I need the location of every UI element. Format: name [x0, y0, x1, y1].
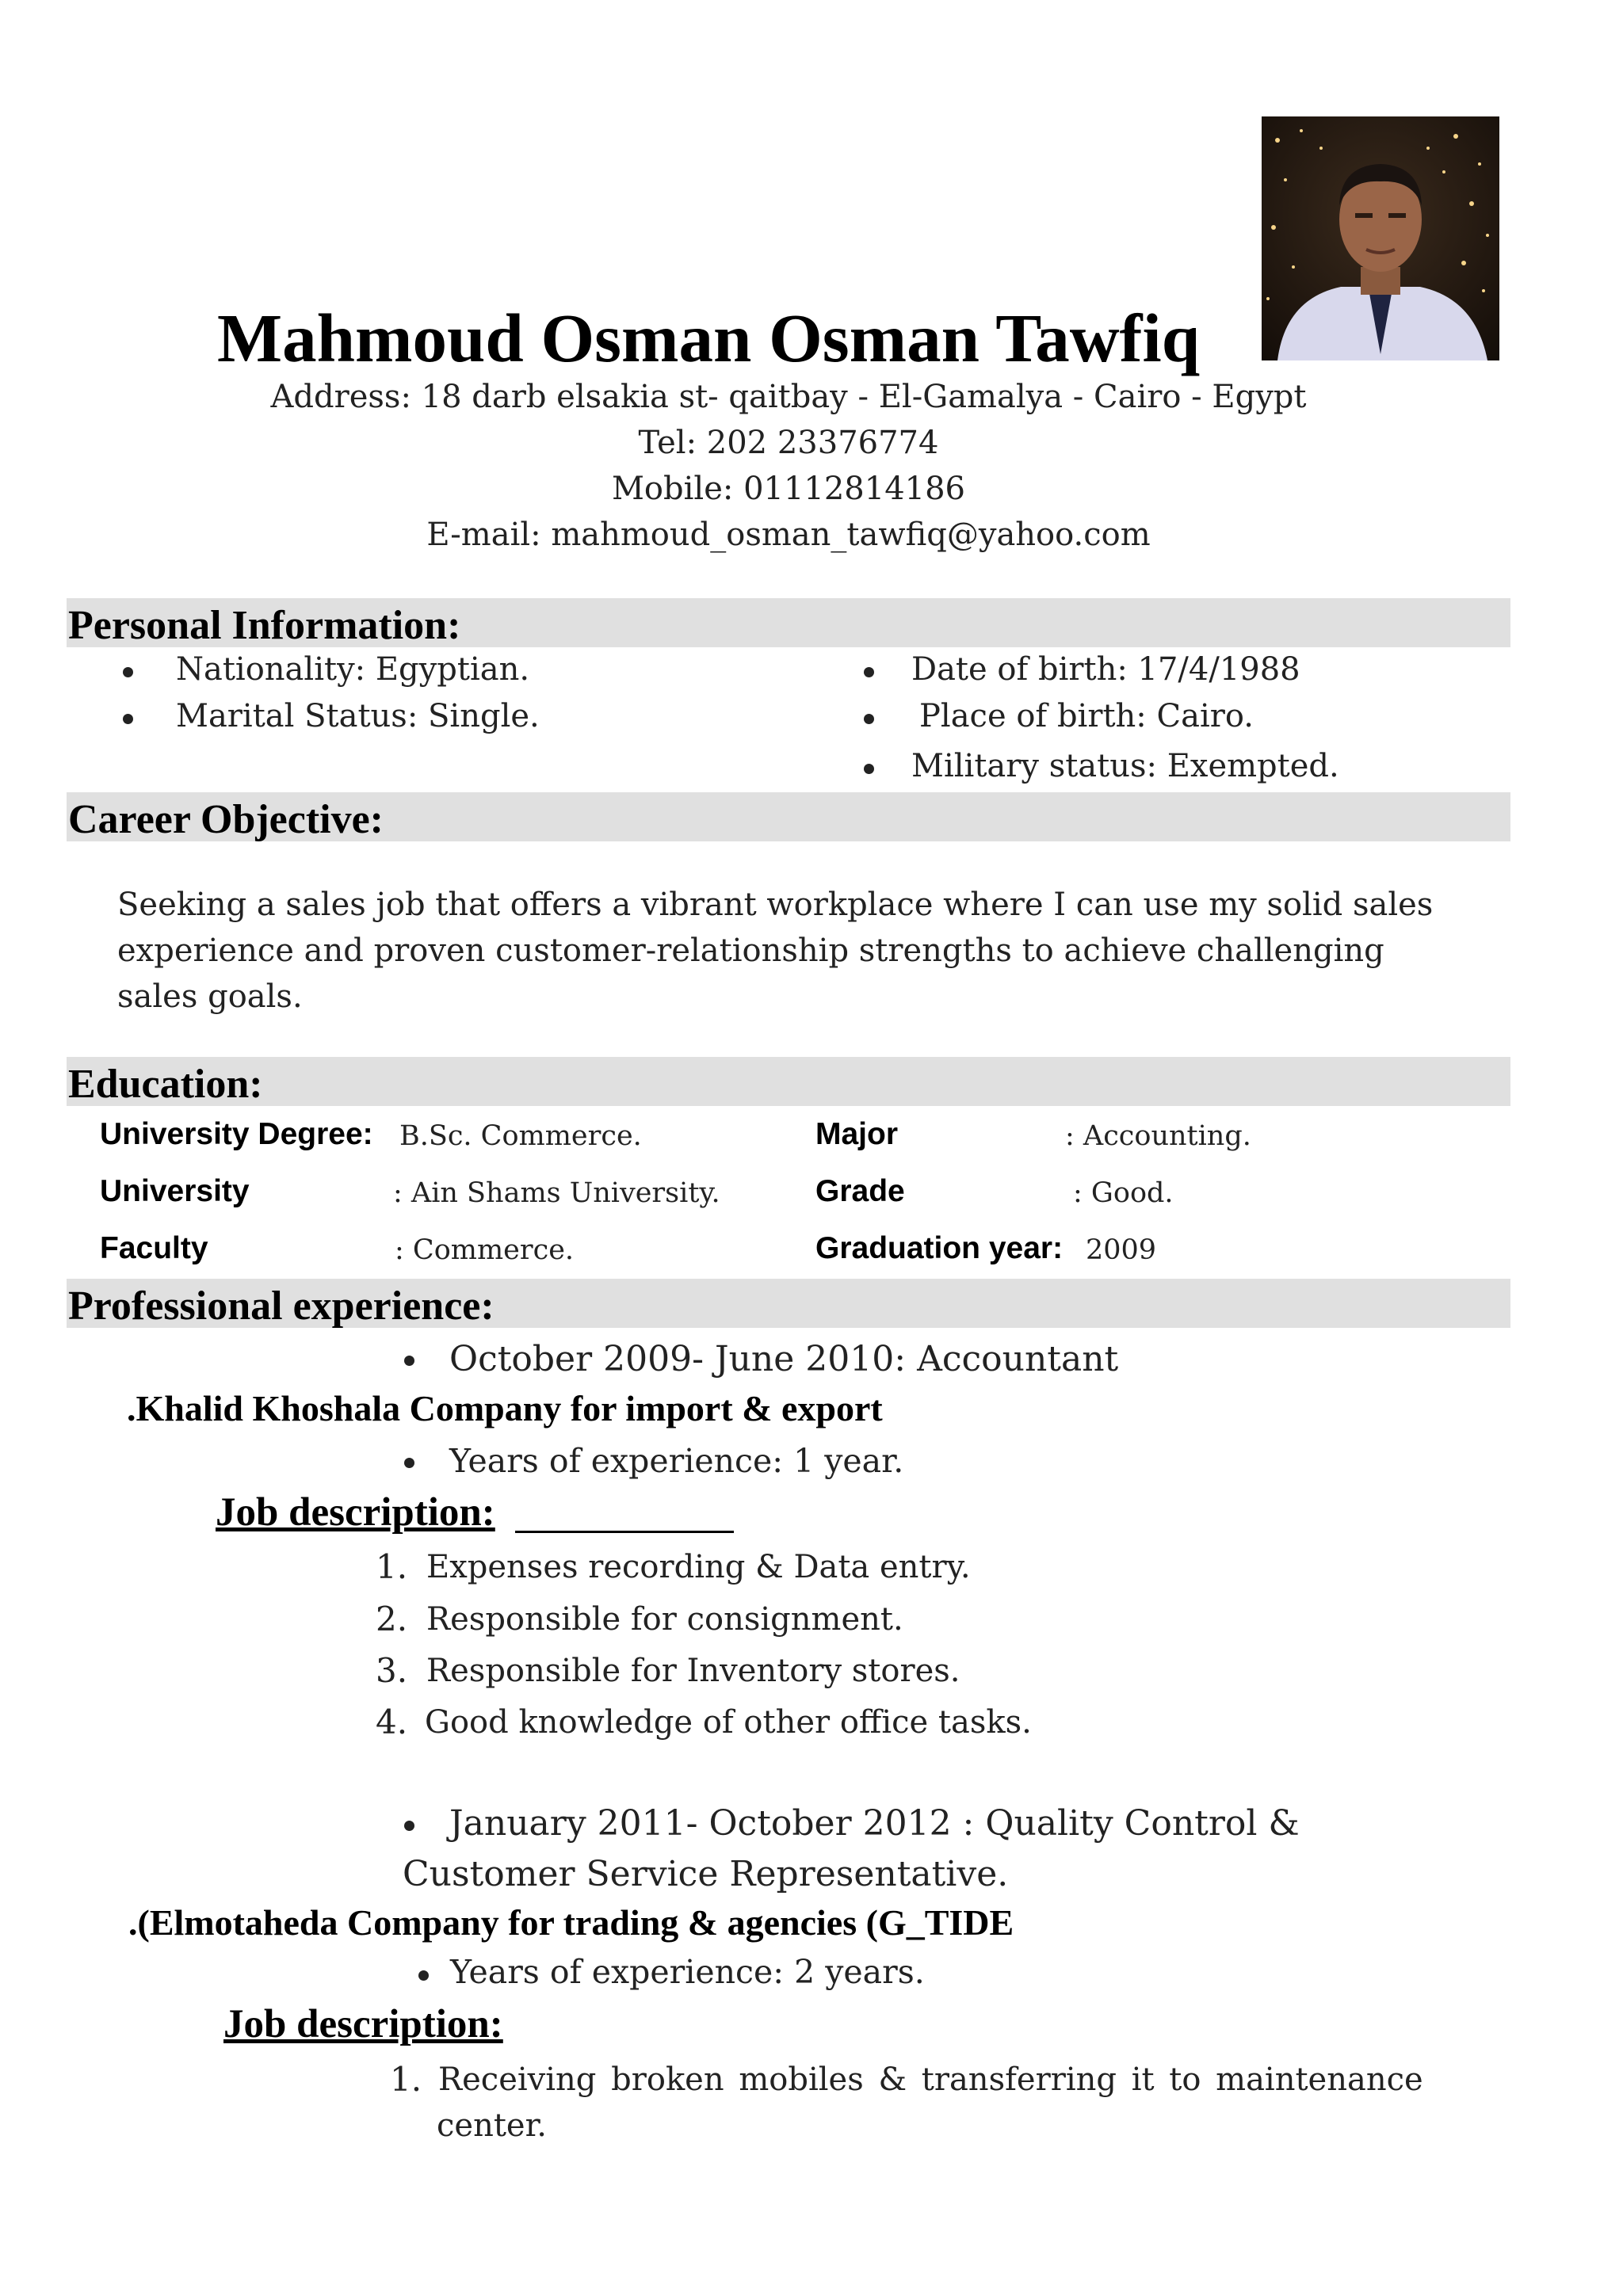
date-of-birth: Date of birth: 17/4/1988	[911, 651, 1300, 688]
job1-years: Years of experience: 1 year.	[449, 1442, 904, 1480]
job1-period: October 2009- June 2010: Accountant	[449, 1339, 1119, 1379]
bullet-icon	[404, 1821, 414, 1831]
military-status: Military status: Exempted.	[911, 748, 1339, 784]
job2-description-heading: Job description:	[223, 2002, 503, 2046]
bullet-icon	[864, 714, 874, 724]
experience-section	[67, 1279, 1510, 1328]
job2-task-cont: center.	[437, 2107, 548, 2144]
career-objective-section	[67, 792, 1510, 841]
grade-label: Grade	[815, 1174, 905, 1208]
job2-period: January 2011- October 2012 : Quality Control &	[449, 1803, 1300, 1844]
task-number: 4.	[376, 1703, 408, 1741]
email: E-mail: mahmoud_osman_tawfiq@yahoo.com	[426, 517, 1151, 553]
marital-status: Marital Status: Single.	[176, 698, 540, 734]
major-label: Major	[815, 1117, 899, 1151]
nationality: Nationality: Egyptian.	[176, 651, 530, 688]
university-label: University	[100, 1174, 250, 1208]
bullet-icon	[864, 764, 874, 774]
mobile: Mobile: 01112814186	[611, 471, 966, 507]
job2-period-cont: Customer Service Representative.	[403, 1854, 1009, 1894]
bullet-icon	[418, 1970, 429, 1981]
bullet-icon	[404, 1458, 414, 1468]
candidate-name: Mahmoud Osman Osman Tawfiq	[217, 299, 1201, 376]
job1-description-heading: Job description:	[216, 1490, 495, 1535]
bullet-icon	[123, 667, 133, 677]
task-number: 1.	[376, 1547, 408, 1586]
profile-photo	[1262, 116, 1499, 360]
bullet-icon	[404, 1356, 414, 1366]
task-number: 2.	[376, 1600, 408, 1638]
section-heading: Education:	[68, 1062, 263, 1107]
degree-label: University Degree:	[100, 1117, 373, 1151]
telephone: Tel: 202 23376774	[638, 425, 939, 461]
bullet-icon	[864, 667, 874, 677]
underline	[515, 1531, 734, 1533]
faculty-value: : Commerce.	[395, 1234, 575, 1266]
graduation-year-label: Graduation year:	[815, 1231, 1064, 1265]
task-number: 3.	[376, 1651, 408, 1690]
section-heading: Personal Information:	[68, 603, 461, 648]
job1-task: Responsible for consignment.	[426, 1601, 903, 1638]
job1-task: Expenses recording & Data entry.	[426, 1549, 971, 1585]
objective-text: Seeking a sales job that offers a vibrant workplace where I can use my solid sales experience and proven customer-relationship strengths to achieve challenging sales goals.	[117, 887, 1434, 1015]
graduation-year-value: 2009	[1086, 1234, 1157, 1266]
job1-company: .Khalid Khoshala Company for import & export	[127, 1388, 883, 1428]
job2-years: Years of experience: 2 years.	[450, 1953, 925, 1991]
job2-task: Receiving broken mobiles & transferring it to maintenance	[438, 2061, 1423, 2098]
faculty-label: Faculty	[100, 1231, 208, 1265]
degree-value: B.Sc. Commerce.	[399, 1120, 642, 1152]
job2-company: .(Elmotaheda Company for trading & agencies (G_TIDE	[128, 1902, 1014, 1943]
address: Address: 18 darb elsakia st- qaitbay - El-Gamalya - Cairo - Egypt	[270, 379, 1307, 415]
place-of-birth: Place of birth: Cairo.	[919, 698, 1254, 734]
personal-info-section	[67, 598, 1510, 647]
section-heading: Professional experience:	[68, 1283, 495, 1329]
bullet-icon	[123, 714, 133, 724]
university-value: : Ain Shams University.	[393, 1177, 720, 1209]
job1-task: Good knowledge of other office tasks.	[425, 1704, 1032, 1741]
major-value: : Accounting.	[1065, 1120, 1251, 1152]
grade-value: : Good.	[1073, 1177, 1174, 1209]
section-heading: Career Objective:	[68, 797, 384, 842]
education-section	[67, 1057, 1510, 1106]
job1-task: Responsible for Inventory stores.	[426, 1653, 960, 1689]
task-number: 1.	[390, 2060, 422, 2099]
